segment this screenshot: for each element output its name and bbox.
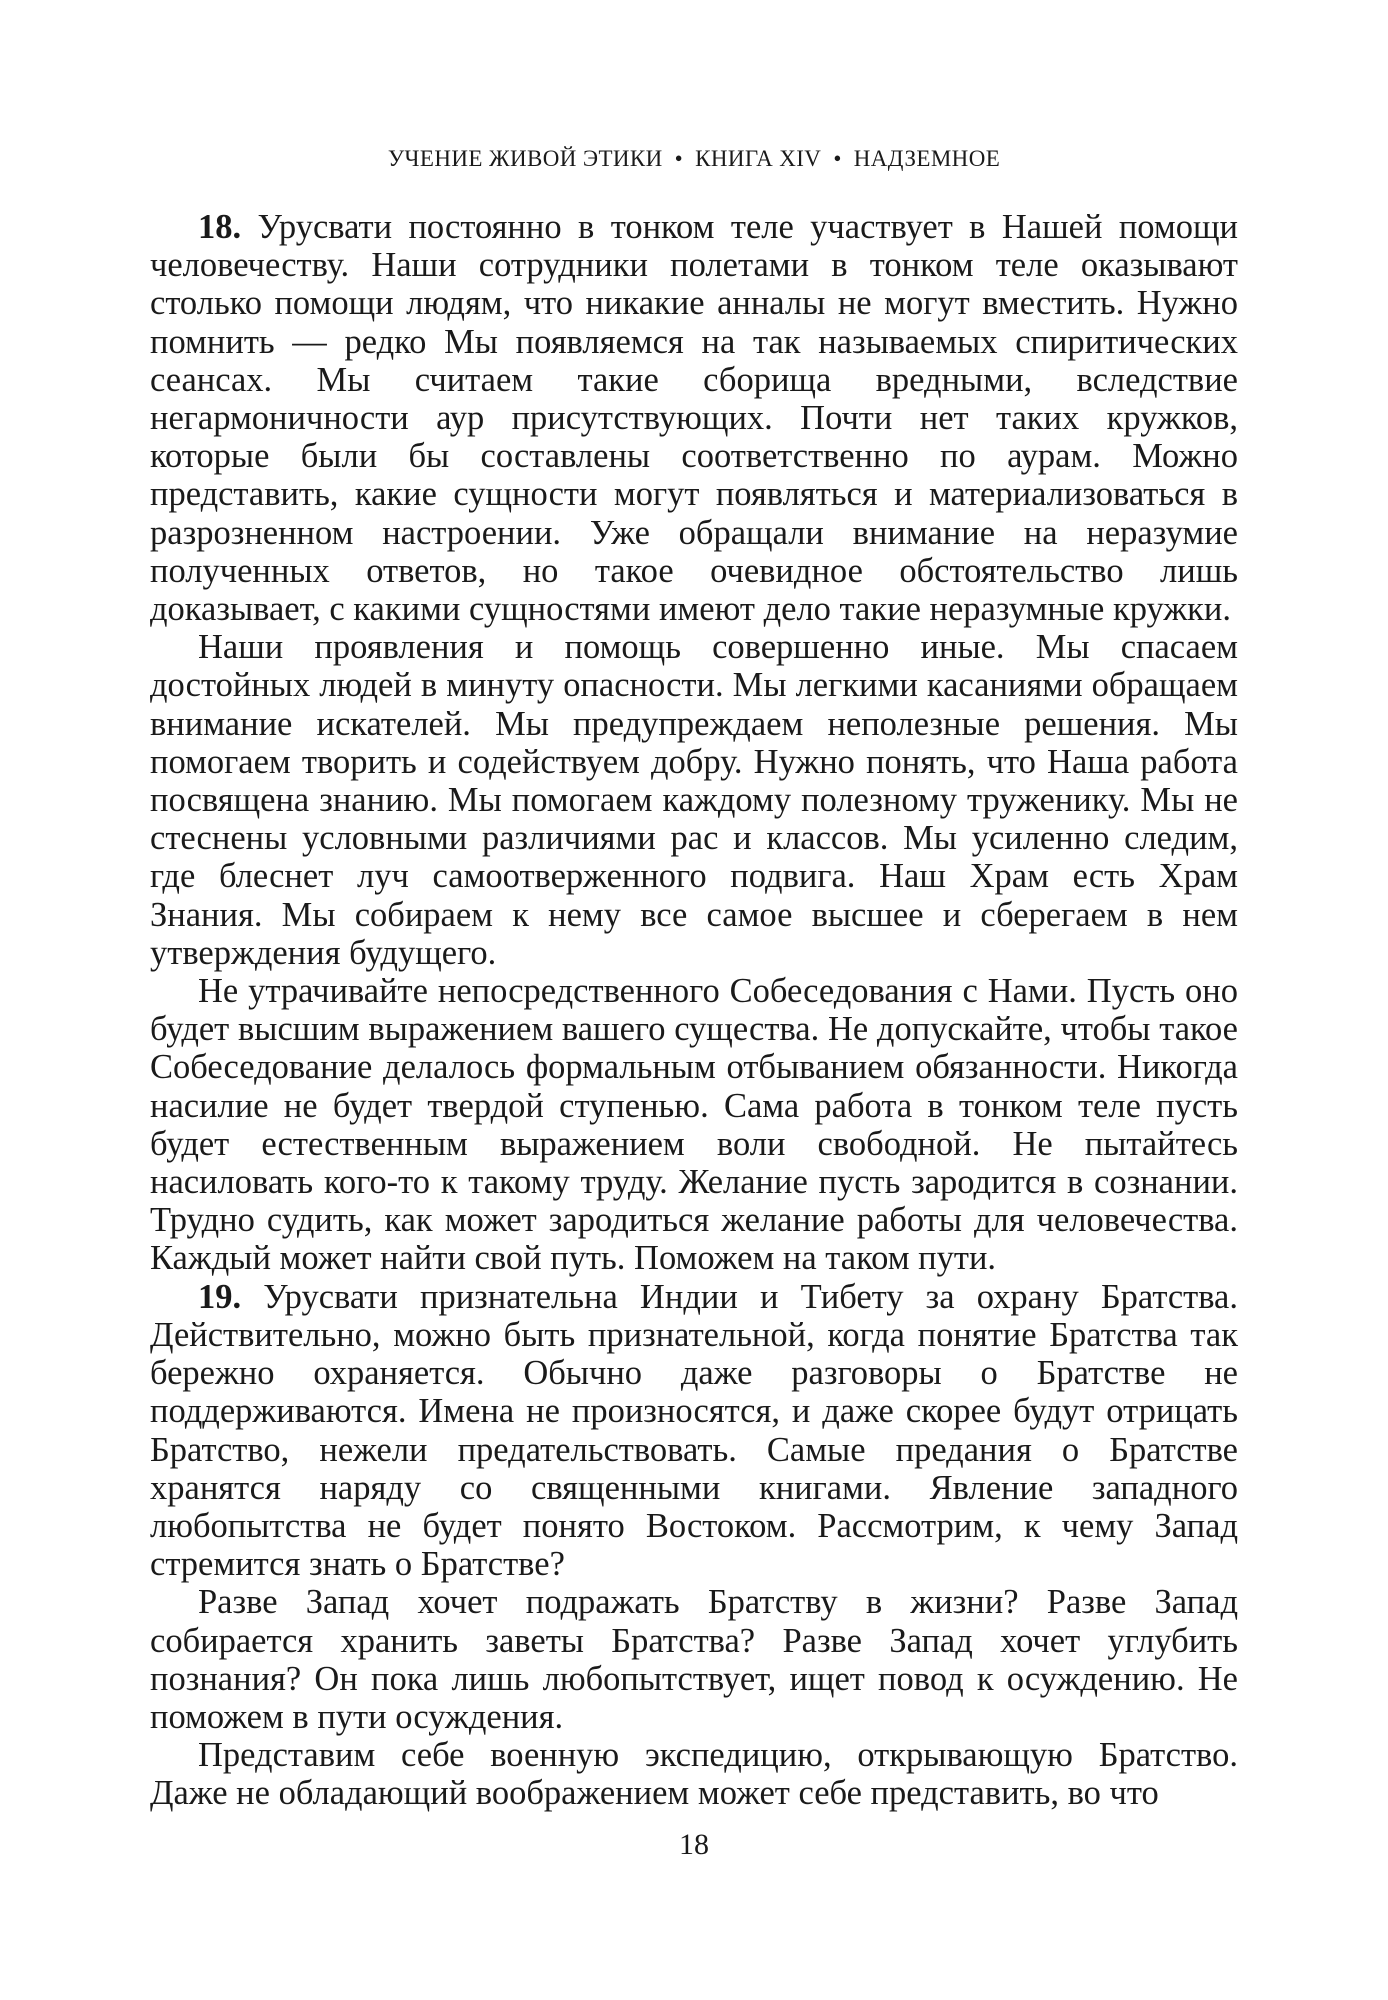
book-page xyxy=(150,0,1238,2000)
header-separator-2: • xyxy=(833,146,842,171)
paragraph xyxy=(150,628,1238,972)
paragraph-text: Урусвати признательна Индии и Тибету за охрану Братства. Действительно, можно быть признательной, когда понятие Братства так бережно охраняется. Обычно даже разговоры о Братстве не поддерживаются. Имена не произносятся, и даже скорее будут отрицать Братство, нежели предательствовать. Самые предания о Братстве хранятся наряду со священными книгами. Явление западного любопытства не будет понято Востоком. Рассмотрим, к чему Запад стремится знать о Братстве? xyxy=(150,1277,1238,1584)
body-text xyxy=(150,208,1238,1813)
paragraph-text: Не утрачивайте непосредственного Собеседования с Нами. Пусть оно будет высшим выражением вашего существа. Не допускайте, чтобы такое Собеседование делалось формальным отбыванием обязанности. Никогда насилие не будет твердой ступенью. Сама работа в тонком теле пусть будет естественным выражением воли свободной. Не пытайтесь насиловать кого-то к такому труду. Желание пусть зародится в сознании. Трудно судить, как может зародиться желание работы для человечества. Каждый может найти свой путь. Поможем на таком пути. xyxy=(150,972,1238,1278)
section-number: 19. xyxy=(198,1277,242,1316)
paragraph xyxy=(150,208,1238,628)
paragraph-text: Представим себе военную экспедицию, открывающую Братство. Даже не обладающий воображением может себе представить, во что xyxy=(150,1736,1238,1813)
paragraph xyxy=(150,1583,1238,1736)
paragraph xyxy=(150,972,1238,1278)
paragraph-text: Урусвати постоянно в тонком теле участвует в Нашей помощи человечеству. Наши сотрудники полетами в тонком теле оказывают столько помощи людям, что никакие анналы не могут вместить. Нужно помнить — редко Мы появляемся на так называемых спиритических сеансах. Мы считаем такие сборища вредными, вследствие негармоничности аур присутствующих. Почти нет таких кружков, которые были бы составлены соответственно по аурам. Можно представить, какие сущности могут появляться и материализоваться в разрозненном настроении. Уже обращали внимание на неразумие полученных ответов, но такое очевидное обстоятельство лишь доказывает, с какими сущностями имеют дело такие неразумные кружки. xyxy=(150,208,1238,629)
paragraph-text: Разве Запад хочет подражать Братству в жизни? Разве Запад собирается хранить заветы Братства? Разве Запад хочет углубить познания? Он пока лишь любопытствует, ищет повод к осуждению. Не поможем в пути осуждения. xyxy=(150,1583,1238,1736)
running-header xyxy=(150,146,1238,172)
header-book-number: КНИГА XIV xyxy=(695,146,822,171)
section-number: 18. xyxy=(198,208,242,246)
page-number: 18 xyxy=(679,1828,709,1861)
paragraph xyxy=(150,1736,1238,1812)
paragraph xyxy=(150,1278,1238,1584)
paragraph-text: Наши проявления и помощь совершенно иные. Мы спасаем достойных людей в минуту опасности. Мы легкими касаниями обращаем внимание искателей. Мы предупреждаем неполезные решения. Мы помогаем творить и содействуем добру. Нужно понять, что Наша работа посвящена знанию. Мы помогаем каждому полезному труженику. Мы не стеснены условными различиями рас и классов. Мы усиленно следим, где блеснет луч самоотверженного подвига. Наш Храм есть Храм Знания. Мы собираем к нему все самое высшее и сберегаем в нем утверждения будущего. xyxy=(150,628,1238,972)
header-book-title: НАДЗЕМНОЕ xyxy=(853,146,1001,171)
header-series-title: УЧЕНИЕ ЖИВОЙ ЭТИКИ xyxy=(387,146,663,171)
header-separator-1: • xyxy=(674,146,684,171)
